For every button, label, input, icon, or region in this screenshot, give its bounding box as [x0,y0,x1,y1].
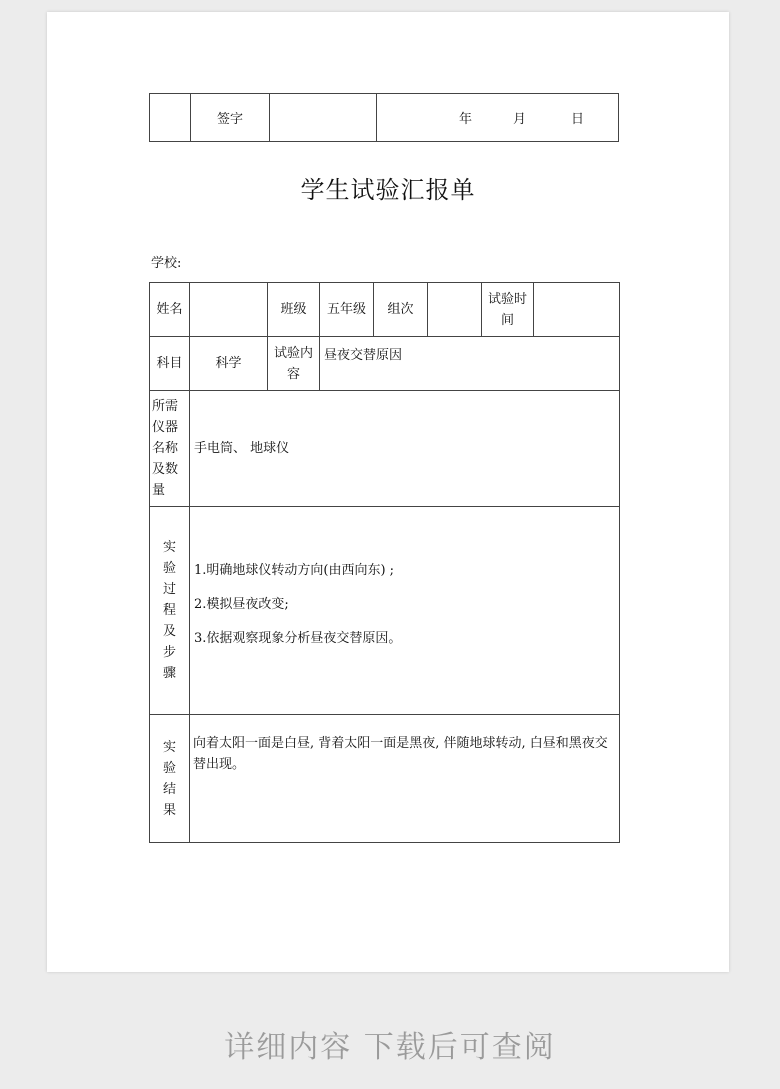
step-item: 1.明确地球仪转动方向(由西向东) ; [194,562,395,578]
signature-table [149,93,619,142]
class-value: 五年级 [320,283,374,337]
time-label: 试验时间 [482,283,534,337]
year-label: 年 [459,112,473,127]
equipment-value: 手电筒、 地球仪 [190,391,620,507]
equipment-label: 所需仪器名称及数量 [150,391,190,507]
date-cell [377,94,619,142]
subject-label: 科目 [150,337,190,391]
result-value: 向着太阳一面是白昼, 背着太阳一面是黑夜, 伴随地球转动, 白昼和黑夜交替出现。 [190,715,620,843]
process-label: 实验过程及步骤 [150,507,190,715]
day-label: 日 [571,112,585,127]
table-row [150,283,620,337]
step-item: 2.模拟昼夜改变; [194,596,289,612]
signature-empty-cell [150,94,191,142]
table-row [150,715,620,843]
content-value: 昼夜交替原因 [320,337,620,391]
result-label: 实验结果 [150,715,190,843]
signature-field [270,94,377,142]
footer-note: 详细内容 下载后可查阅 [224,1030,556,1065]
step-item: 3.依据观察现象分析昼夜交替原因。 [194,630,402,646]
process-steps [190,507,620,715]
group-label: 组次 [374,283,428,337]
signature-label: 签字 [191,94,270,142]
content-label: 试验内容 [268,337,320,391]
page-title: 学生试验汇报单 [300,176,476,204]
table-row [150,391,620,507]
group-field [428,283,482,337]
subject-value: 科学 [190,337,268,391]
report-table [149,282,620,843]
table-row [150,507,620,715]
month-label: 月 [513,112,527,127]
document-page [47,12,729,972]
name-field [190,283,268,337]
table-row [150,337,620,391]
time-field [534,283,620,337]
name-label: 姓名 [150,283,190,337]
class-label: 班级 [268,283,320,337]
school-label: 学校: [151,256,182,271]
